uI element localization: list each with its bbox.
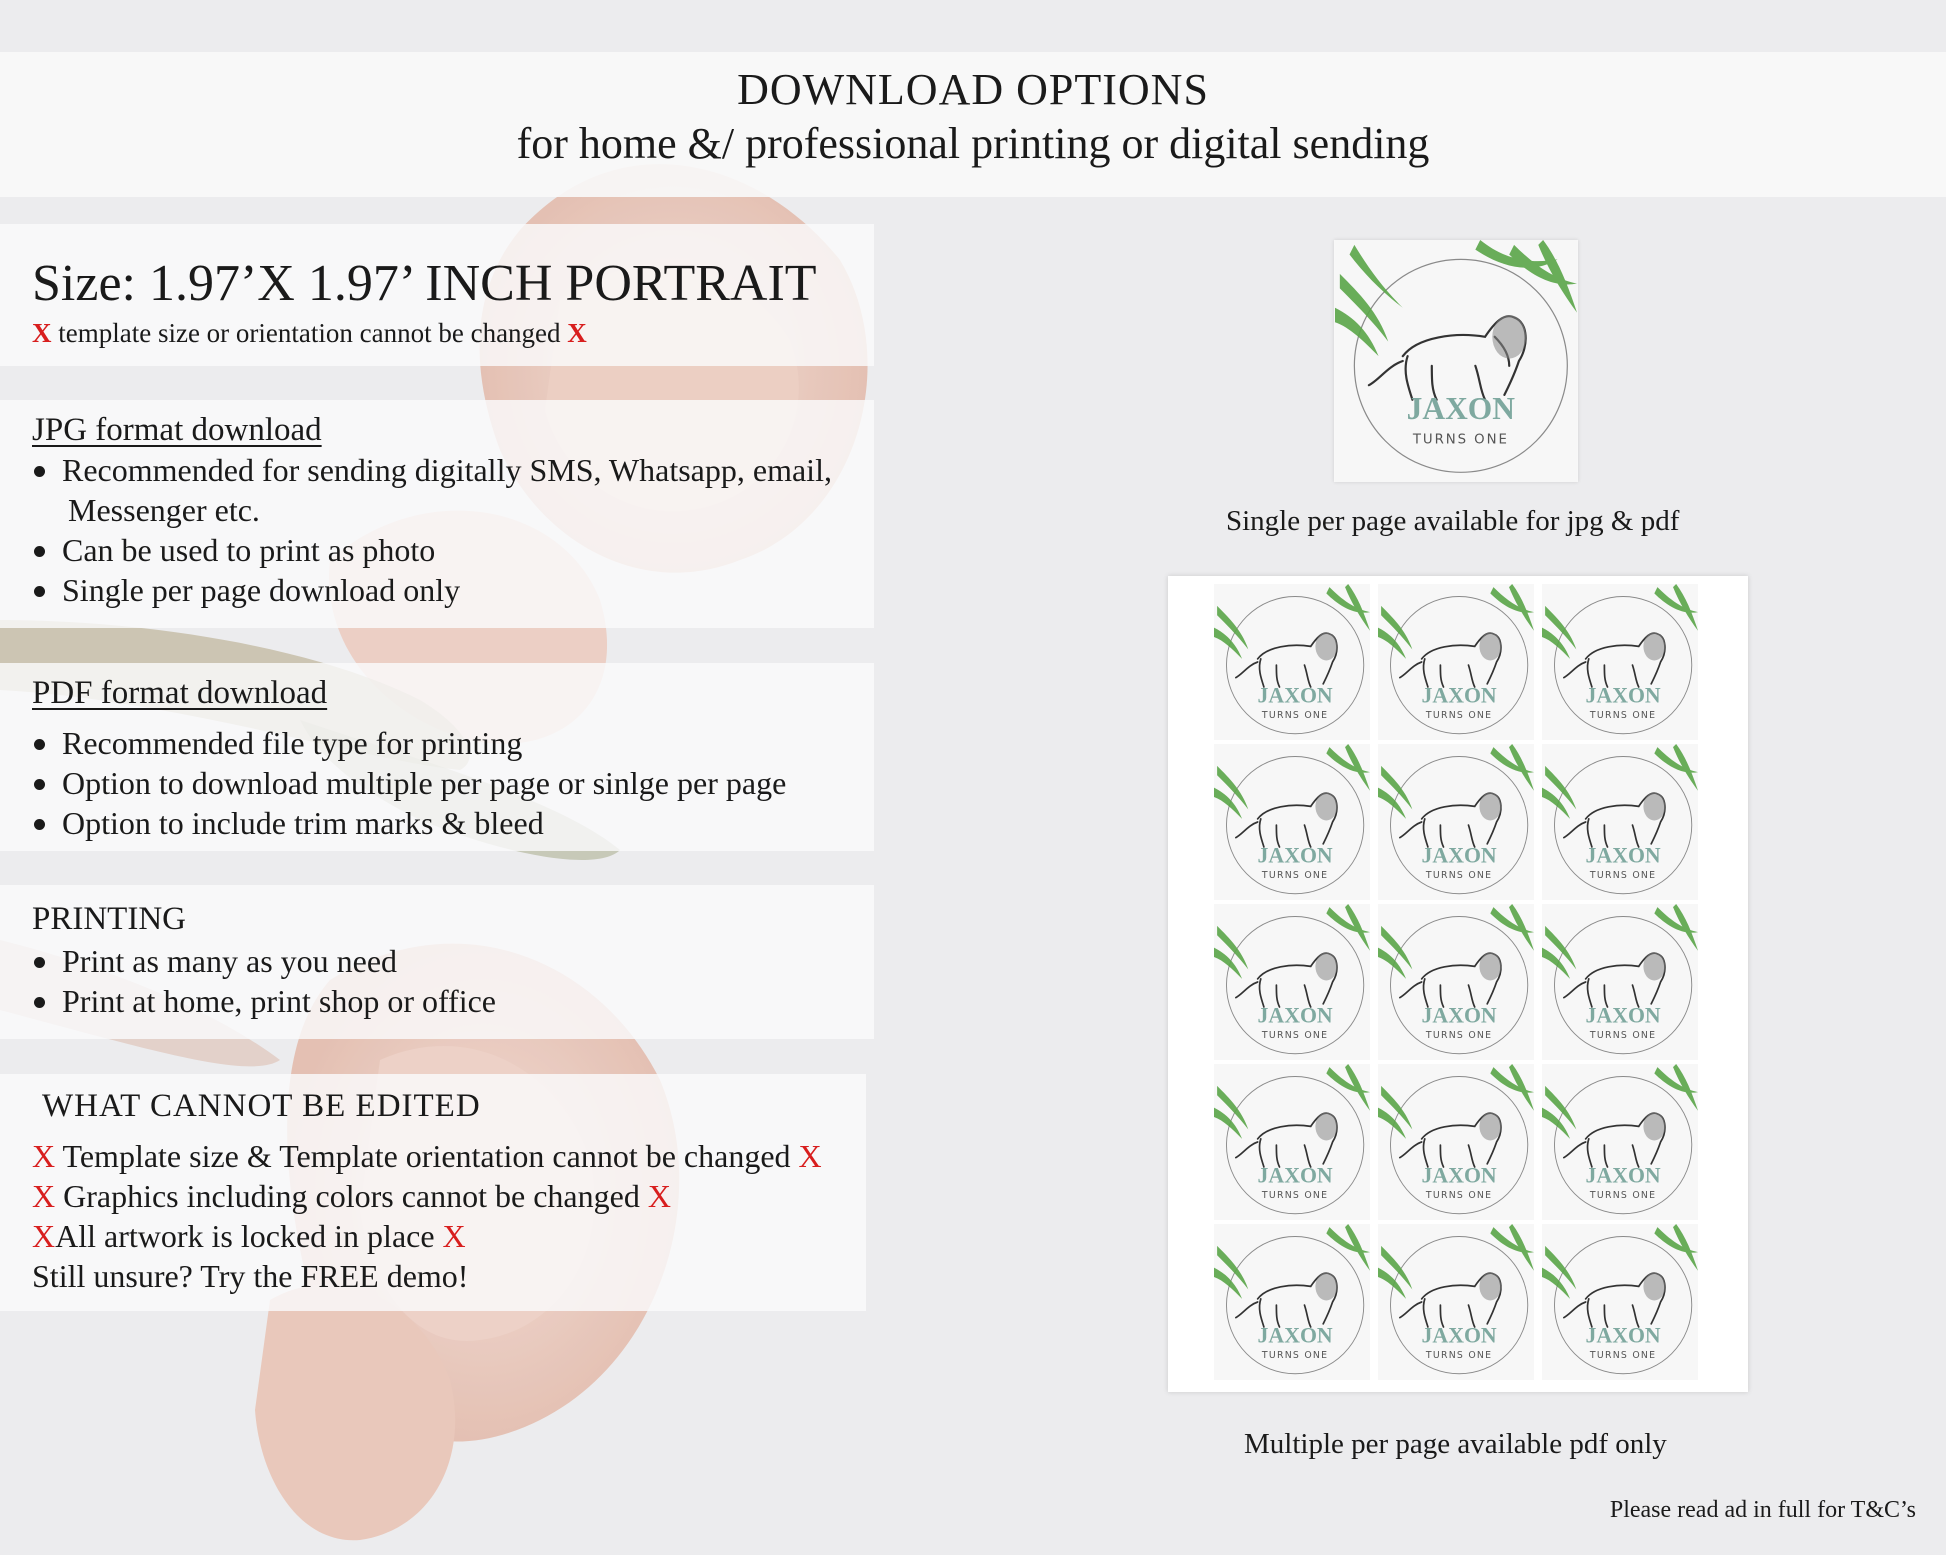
sticker-sub-text: TURNS ONE [1589,1190,1657,1202]
printing-heading: PRINTING [32,901,186,937]
sticker-sub-text: TURNS ONE [1589,1030,1657,1042]
sticker-sub-text: TURNS ONE [1261,1350,1329,1362]
sheet-sticker [1212,744,1372,900]
lion-sticker-image [1376,1064,1536,1220]
lion-sticker-image [1376,904,1536,1060]
header-band [0,52,1946,197]
size-note-text: template size or orientation cannot be changed [51,318,568,348]
bullet-icon [34,819,45,830]
sticker-sub-text: TURNS ONE [1425,870,1493,882]
sticker-name-text: JAXON [1406,391,1516,427]
sticker-sub-text: TURNS ONE [1261,1030,1329,1042]
single-sticker-preview [1334,240,1578,482]
sticker-name-text: JAXON [1585,1003,1661,1028]
sheet-sticker [1212,1064,1372,1220]
bullet-icon [34,546,45,557]
sticker-name-text: JAXON [1421,1003,1497,1028]
sheet-sticker [1376,1224,1536,1380]
size-note [32,318,587,349]
list-item: XAll artwork is locked in place X [32,1218,466,1254]
x-mark-icon: X [647,1178,671,1214]
lion-sticker-image [1334,240,1578,482]
bullet-icon [34,466,45,477]
lion-sticker-image [1212,1064,1372,1220]
terms-note: Please read ad in full for T&C’s [1609,1497,1916,1523]
cannot-edit-panel [0,1074,866,1311]
list-item: Messenger etc. [68,492,260,528]
x-mark-icon: X [442,1218,466,1254]
lion-sticker-image [1376,744,1536,900]
printing-bullet-list [32,941,496,1021]
jpg-panel [0,400,874,628]
list-item: Print at home, print shop or office [32,981,496,1021]
list-item: Print as many as you need [32,941,496,981]
list-item: Option to download multiple per page or sinlge per page [32,763,786,803]
sheet-sticker [1212,904,1372,1060]
sheet-sticker [1540,744,1700,900]
sheet-sticker [1540,1064,1700,1220]
lion-sticker-image [1540,904,1700,1060]
sticker-name-text: JAXON [1421,843,1497,868]
sheet-sticker [1540,584,1700,740]
sheet-sticker [1540,904,1700,1060]
sticker-name-text: JAXON [1257,1323,1333,1348]
size-panel [0,224,874,366]
page-title: DOWNLOAD OPTIONS [737,65,1209,114]
lion-sticker-image [1376,584,1536,740]
x-mark-icon: X [32,1218,56,1254]
jpg-heading: JPG format download [32,412,322,448]
list-item: Recommended for sending digitally SMS, Whatsapp, email, [32,450,832,490]
sticker-name-text: JAXON [1585,1323,1661,1348]
sheet-sticker [1212,1224,1372,1380]
bullet-icon [34,739,45,750]
sheet-sticker [1376,1064,1536,1220]
list-item: Option to include trim marks & bleed [32,803,786,843]
lion-sticker-image [1212,584,1372,740]
sheet-sticker [1376,584,1536,740]
cannot-edit-lines [32,1136,822,1296]
sheet-sticker [1376,744,1536,900]
sticker-sub-text: TURNS ONE [1261,870,1329,882]
list-item: Recommended file type for printing [32,723,786,763]
printing-panel [0,885,874,1039]
sticker-name-text: JAXON [1585,1163,1661,1188]
sticker-name-text: JAXON [1421,1163,1497,1188]
sticker-sub-text: TURNS ONE [1261,1190,1329,1202]
lion-sticker-image [1540,1064,1700,1220]
sticker-name-text: JAXON [1421,683,1497,708]
sticker-name-text: JAXON [1585,843,1661,868]
sticker-sub-text: TURNS ONE [1425,710,1493,722]
sticker-name-text: JAXON [1257,843,1333,868]
sticker-sub-text: TURNS ONE [1425,1350,1493,1362]
lion-sticker-image [1540,584,1700,740]
sticker-sub-text: TURNS ONE [1589,870,1657,882]
sheet-sticker [1540,1224,1700,1380]
sheet-sticker [1212,584,1372,740]
list-item: X Graphics including colors cannot be changed X [32,1178,671,1214]
sticker-name-text: JAXON [1257,1163,1333,1188]
single-caption: Single per page available for jpg & pdf [1226,505,1680,537]
lion-sticker-image [1540,1224,1700,1380]
bullet-icon [34,586,45,597]
bullet-icon [34,997,45,1008]
pdf-panel [0,663,874,851]
x-mark-icon: X [32,1138,56,1174]
pdf-bullet-list [32,723,786,843]
cannot-edit-heading: WHAT CANNOT BE EDITED [42,1088,481,1124]
demo-note: Still unsure? Try the FREE demo! [32,1258,469,1294]
lion-sticker-image [1212,744,1372,900]
sheet-sticker [1376,904,1536,1060]
lion-sticker-image [1376,1224,1536,1380]
sticker-sub-text: TURNS ONE [1261,710,1329,722]
lion-sticker-image [1212,904,1372,1060]
sticker-sub-text: TURNS ONE [1412,432,1509,448]
multi-caption: Multiple per page available pdf only [1244,1428,1667,1460]
sticker-sub-text: TURNS ONE [1589,710,1657,722]
jpg-bullet-list [32,450,832,610]
size-heading: Size: 1.97’X 1.97’ INCH PORTRAIT [32,255,817,312]
list-item: X Template size & Template orientation cannot be changed X [32,1138,822,1174]
list-item: Can be used to print as photo [32,530,832,570]
sticker-sub-text: TURNS ONE [1589,1350,1657,1362]
sticker-name-text: JAXON [1257,683,1333,708]
bullet-icon [34,779,45,790]
multi-sticker-sheet [1168,576,1748,1392]
pdf-heading: PDF format download [32,675,328,711]
x-mark-icon: X [32,1178,56,1214]
sticker-name-text: JAXON [1257,1003,1333,1028]
lion-sticker-image [1212,1224,1372,1380]
sticker-name-text: JAXON [1585,683,1661,708]
page-subtitle: for home &/ professional printing or digital sending [516,119,1430,168]
x-mark-icon: X [32,318,52,348]
sticker-sub-text: TURNS ONE [1425,1030,1493,1042]
bullet-icon [34,957,45,968]
x-mark-icon: X [567,318,587,348]
lion-sticker-image [1540,744,1700,900]
sticker-name-text: JAXON [1421,1323,1497,1348]
x-mark-icon: X [798,1138,822,1174]
list-item: Single per page download only [32,570,832,610]
sticker-sub-text: TURNS ONE [1425,1190,1493,1202]
